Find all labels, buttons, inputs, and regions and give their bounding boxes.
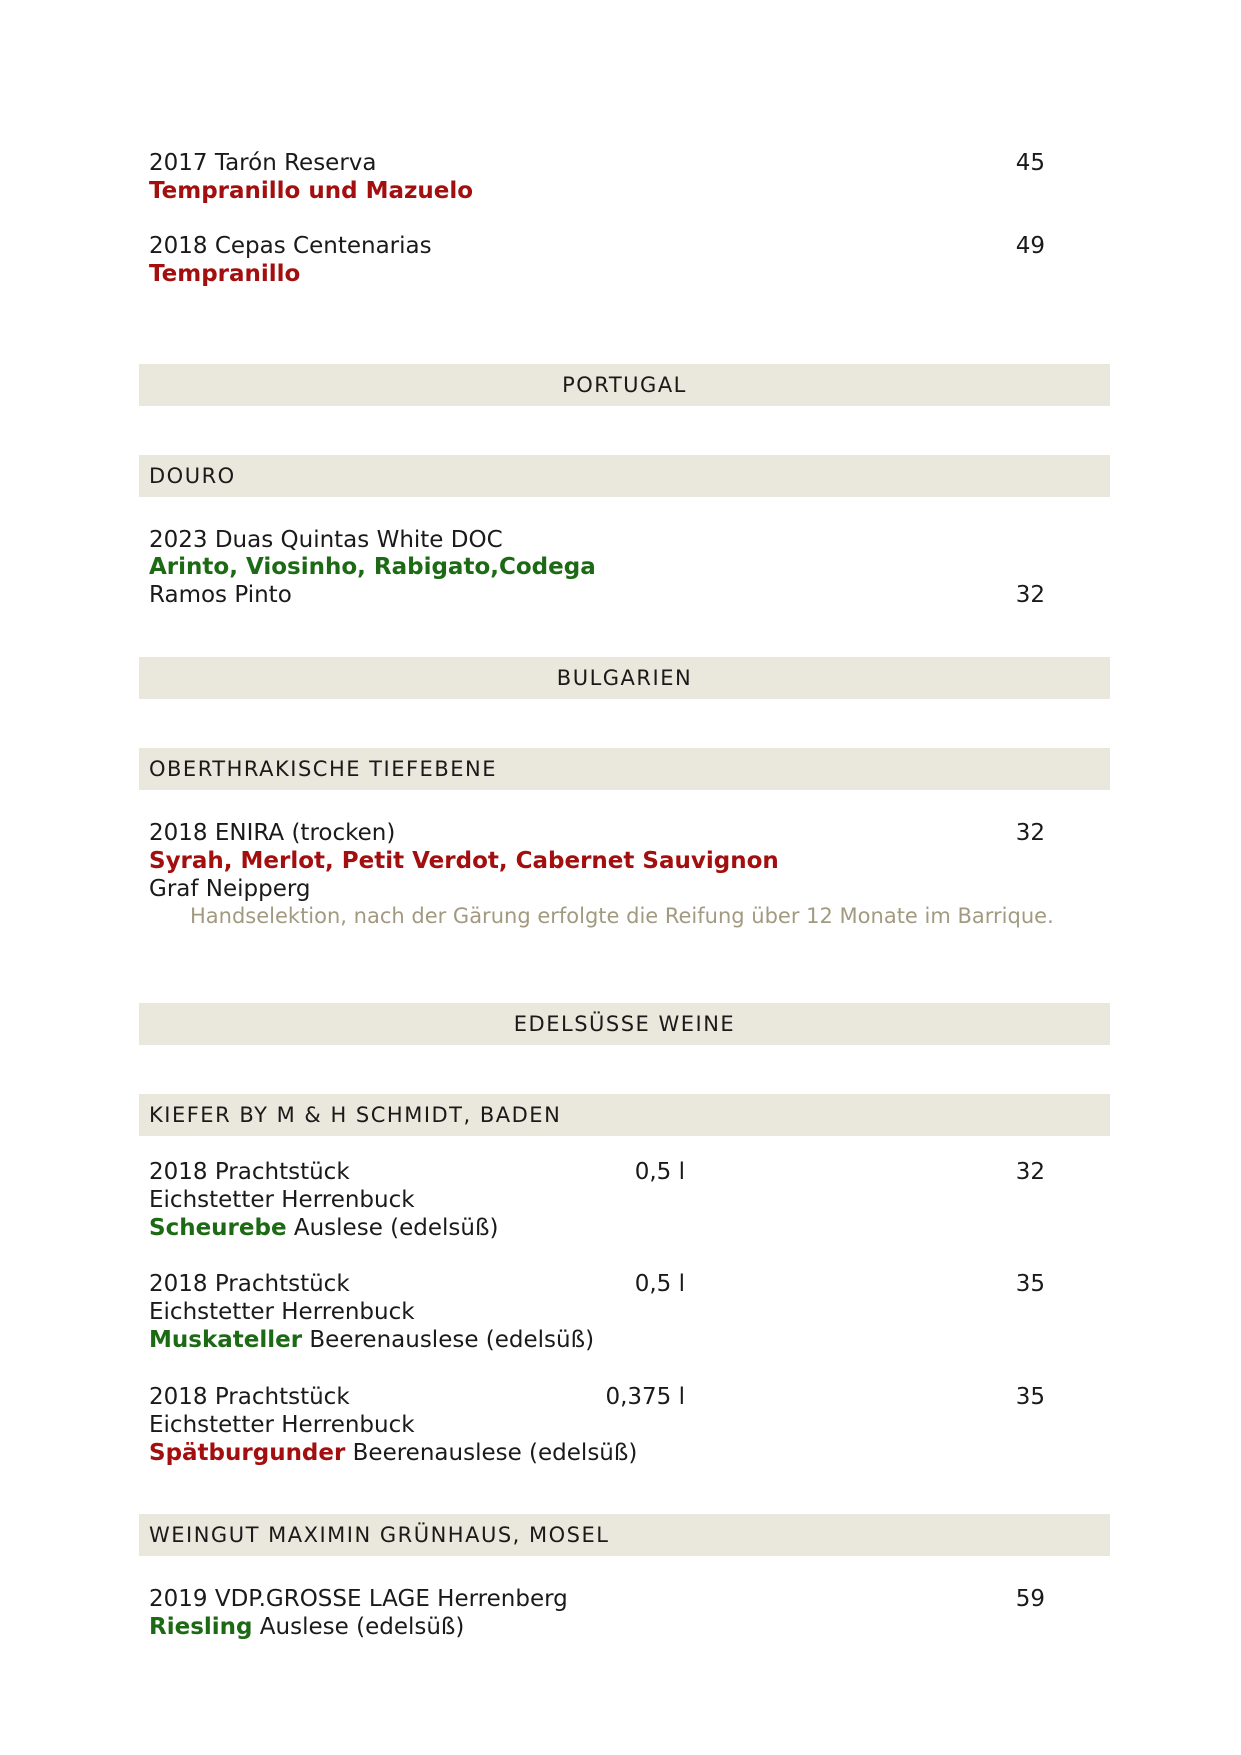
wine-name: 2018 Cepas Centenarias <box>149 233 432 259</box>
wine-name: 2019 VDP.GROSSE LAGE Herrenberg <box>149 1586 568 1612</box>
wine-name: 2017 Tarón Reserva <box>149 150 377 176</box>
wine-volume: 0,375 l <box>605 1384 685 1410</box>
wine-grape: Arinto, Viosinho, Rabigato,Codega <box>149 554 596 580</box>
wine-price: 49 <box>1015 233 1045 259</box>
wine-vineyard: Eichstetter Herrenbuck <box>149 1299 415 1325</box>
region-header-gruenhaus: WEINGUT MAXIMIN GRÜNHAUS, MOSEL <box>139 1514 1110 1556</box>
wine-style: Beerenauslese (edelsüß) <box>345 1440 638 1466</box>
wine-name: 2018 Prachtstück <box>149 1271 350 1297</box>
wine-price: 59 <box>1015 1586 1045 1612</box>
wine-price: 32 <box>1015 582 1045 608</box>
wine-volume: 0,5 l <box>634 1271 685 1297</box>
wine-style: Beerenauslese (edelsüß) <box>302 1327 595 1353</box>
wine-price: 45 <box>1015 150 1045 176</box>
wine-name: 2023 Duas Quintas White DOC <box>149 527 503 553</box>
wine-price: 35 <box>1015 1271 1045 1297</box>
wine-vineyard: Eichstetter Herrenbuck <box>149 1412 415 1438</box>
wine-producer: Ramos Pinto <box>149 582 292 608</box>
wine-style: Auslese (edelsüß) <box>286 1215 499 1241</box>
wine-price: 32 <box>1015 820 1045 846</box>
section-header-bulgarien: BULGARIEN <box>139 657 1110 699</box>
region-header-oberthrakische: OBERTHRAKISCHE TIEFEBENE <box>139 748 1110 790</box>
wine-grape: Scheurebe <box>149 1215 287 1241</box>
region-header-kiefer: KIEFER BY M & H SCHMIDT, BADEN <box>139 1094 1110 1136</box>
wine-producer: Graf Neipperg <box>149 876 311 902</box>
wine-style: Auslese (edelsüß) <box>252 1614 465 1640</box>
wine-grape-line <box>149 1214 498 1242</box>
wine-name: 2018 ENIRA (trocken) <box>149 820 396 846</box>
wine-name: 2018 Prachtstück <box>149 1384 350 1410</box>
section-header-portugal: PORTUGAL <box>139 364 1110 406</box>
wine-volume: 0,5 l <box>634 1159 685 1185</box>
wine-grape: Syrah, Merlot, Petit Verdot, Cabernet Sauvignon <box>149 848 779 874</box>
wine-price: 32 <box>1015 1159 1045 1185</box>
wine-price: 35 <box>1015 1384 1045 1410</box>
wine-grape-line <box>149 1439 637 1467</box>
wine-grape-line <box>149 1613 464 1641</box>
wine-grape: Tempranillo und Mazuelo <box>149 178 474 204</box>
wine-grape: Tempranillo <box>149 261 301 287</box>
section-header-edelsuesse: EDELSÜSSE WEINE <box>139 1003 1110 1045</box>
wine-grape: Riesling <box>149 1614 253 1640</box>
wine-grape: Muskateller <box>149 1327 303 1353</box>
wine-grape: Spätburgunder <box>149 1440 346 1466</box>
region-header-douro: DOURO <box>139 455 1110 497</box>
wine-vineyard: Eichstetter Herrenbuck <box>149 1187 415 1213</box>
wine-note: Handselektion, nach der Gärung erfolgte die Reifung über 12 Monate im Barrique. <box>190 904 1054 928</box>
wine-name: 2018 Prachtstück <box>149 1159 350 1185</box>
wine-grape-line <box>149 1326 594 1354</box>
